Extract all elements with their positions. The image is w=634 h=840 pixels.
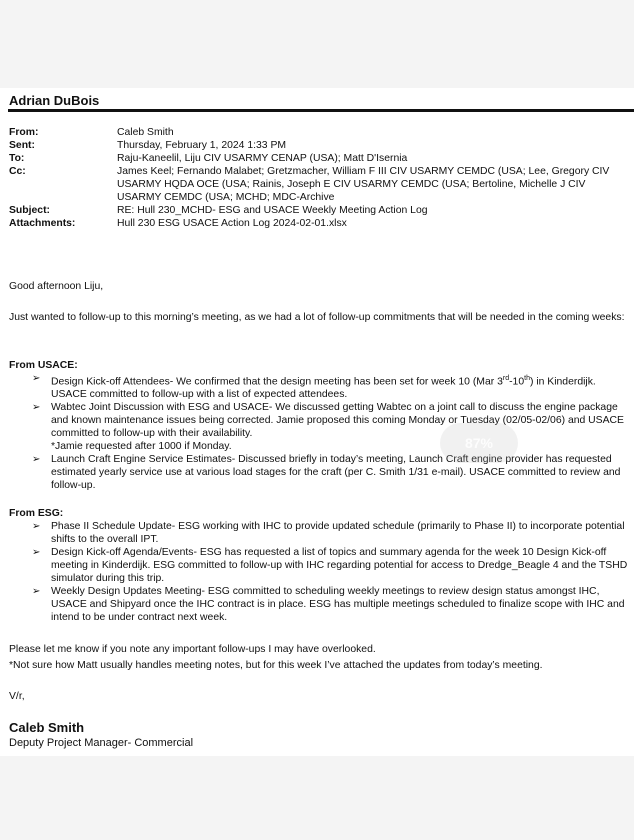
list-item xyxy=(32,585,632,624)
cc-label: Cc: xyxy=(9,166,26,177)
item-text: Launch Craft Engine Service Estimates- Discussed briefly in today’s meeting, Launch Craft engine provider has requested estimated yearly service use at various load stages for the craft (per C. Smith 1/31 e-mail). USACE committed to review and follow-up. xyxy=(51,454,621,492)
list-item xyxy=(32,453,632,492)
list-item xyxy=(32,401,632,453)
sent-label: Sent: xyxy=(9,140,35,151)
esg-heading: From ESG: xyxy=(9,508,64,519)
subject-row xyxy=(9,204,629,217)
attachments-label: Attachments: xyxy=(9,218,76,229)
cc-row xyxy=(9,165,629,204)
arrow-bullet-icon: ➢ xyxy=(32,547,41,558)
email-headers xyxy=(9,126,629,230)
signature-title: Deputy Project Manager- Commercial xyxy=(9,737,194,749)
to-row xyxy=(9,152,629,165)
superscript: rd xyxy=(502,375,510,382)
list-item xyxy=(32,546,632,585)
superscript: th xyxy=(524,375,530,382)
list-item xyxy=(32,372,632,401)
closing-line-1: Please let me know if you note any important follow-ups I may have overlooked. xyxy=(9,644,376,655)
attachment-file: Hull 230 ESG USACE Action Log 2024-02-01.xlsx xyxy=(117,218,347,229)
esg-action-list xyxy=(32,520,632,624)
sent-row xyxy=(9,139,629,152)
arrow-bullet-icon: ➢ xyxy=(32,521,41,532)
usace-heading: From USACE: xyxy=(9,360,78,371)
from-value: Caleb Smith xyxy=(117,127,174,138)
subject-value: RE: Hull 230_MCHD- ESG and USACE Weekly Meeting Action Log xyxy=(117,205,428,216)
arrow-bullet-icon: ➢ xyxy=(32,402,41,414)
item-text: Design Kick-off Agenda/Events- ESG has requested a list of topics and summary agenda for the week 10 Design Kick-off meeting in Kinderdijk. ESG committed to follow-up with IHC regarding potential for access to Dredge_Beagle 4 and the TSHD simulator during this trip. xyxy=(51,547,628,584)
sent-value: Thursday, February 1, 2024 1:33 PM xyxy=(117,140,287,151)
item-text: Weekly Design Updates Meeting- ESG committed to scheduling weekly meetings to review design status amongst IHC, USACE and Shipyard once the IHC contract is in place. ESG has multiple meetings scheduled to finalize scope with IHC and intend to be under contract next week. xyxy=(51,586,625,623)
to-value: Raju-Kaneelil, Liju CIV USARMY CENAP (USA); Matt D'Isernia xyxy=(117,153,408,164)
usace-action-list xyxy=(32,372,632,492)
arrow-bullet-icon: ➢ xyxy=(32,454,41,466)
signoff: V/r, xyxy=(9,691,25,702)
cc-value: James Keel; Fernando Malabet; Gretzmacher, William F III CIV USARMY CEMDC (USA; Lee, Gregory CIV USARMY HQDA OCE (USA; Rainis, Joseph E CIV USARMY CEMDC (USA; Bertoline, Michelle J CIV USARMY CEMDC (USA; MCHD; MDC-Archive xyxy=(117,166,610,203)
from-label: From: xyxy=(9,127,39,138)
item-text: Phase II Schedule Update- ESG working with IHC to provide updated schedule (primarily to Phase II) to incorporate potential shifts to the overall IPT. xyxy=(51,521,625,545)
intro-paragraph: Just wanted to follow-up to this morning’s meeting, as we had a lot of follow-up commitments that will be needed in the coming weeks: xyxy=(9,312,625,323)
item-text: Wabtec Joint Discussion with ESG and USACE- We discussed getting Wabtec on a joint call to discuss the engine package and known maintenance issues being corrected. Jamie proposed this coming Monday or Tuesday (02/05-02/06) and USACE committed to follow-up with their availability. xyxy=(51,402,624,440)
from-row xyxy=(9,126,629,139)
sender-name: Adrian DuBois xyxy=(9,93,100,108)
arrow-bullet-icon: ➢ xyxy=(32,586,41,597)
arrow-bullet-icon: ➢ xyxy=(32,373,41,384)
attachments-row xyxy=(9,217,629,230)
closing-line-2: *Not sure how Matt usually handles meeting notes, but for this week I’ve attached the updates from today’s meeting. xyxy=(9,660,543,671)
greeting: Good afternoon Liju, xyxy=(9,281,104,292)
header-divider xyxy=(8,109,634,112)
item-text: Design Kick-off Attendees- We confirmed that the design meeting has been set for week 10 (Mar 3 xyxy=(51,376,503,388)
to-label: To: xyxy=(9,153,25,164)
item-text: ) in Kinderdijk. USACE committed to follow-up with a list of expected attendees. xyxy=(51,376,596,401)
item-text: -10 xyxy=(509,376,525,388)
item-note: *Jamie requested after 1000 if Monday. xyxy=(51,441,232,453)
list-item xyxy=(32,520,632,546)
zoom-watermark: 87% xyxy=(440,423,518,463)
subject-label: Subject: xyxy=(9,205,50,216)
signature-name: Caleb Smith xyxy=(9,720,85,735)
